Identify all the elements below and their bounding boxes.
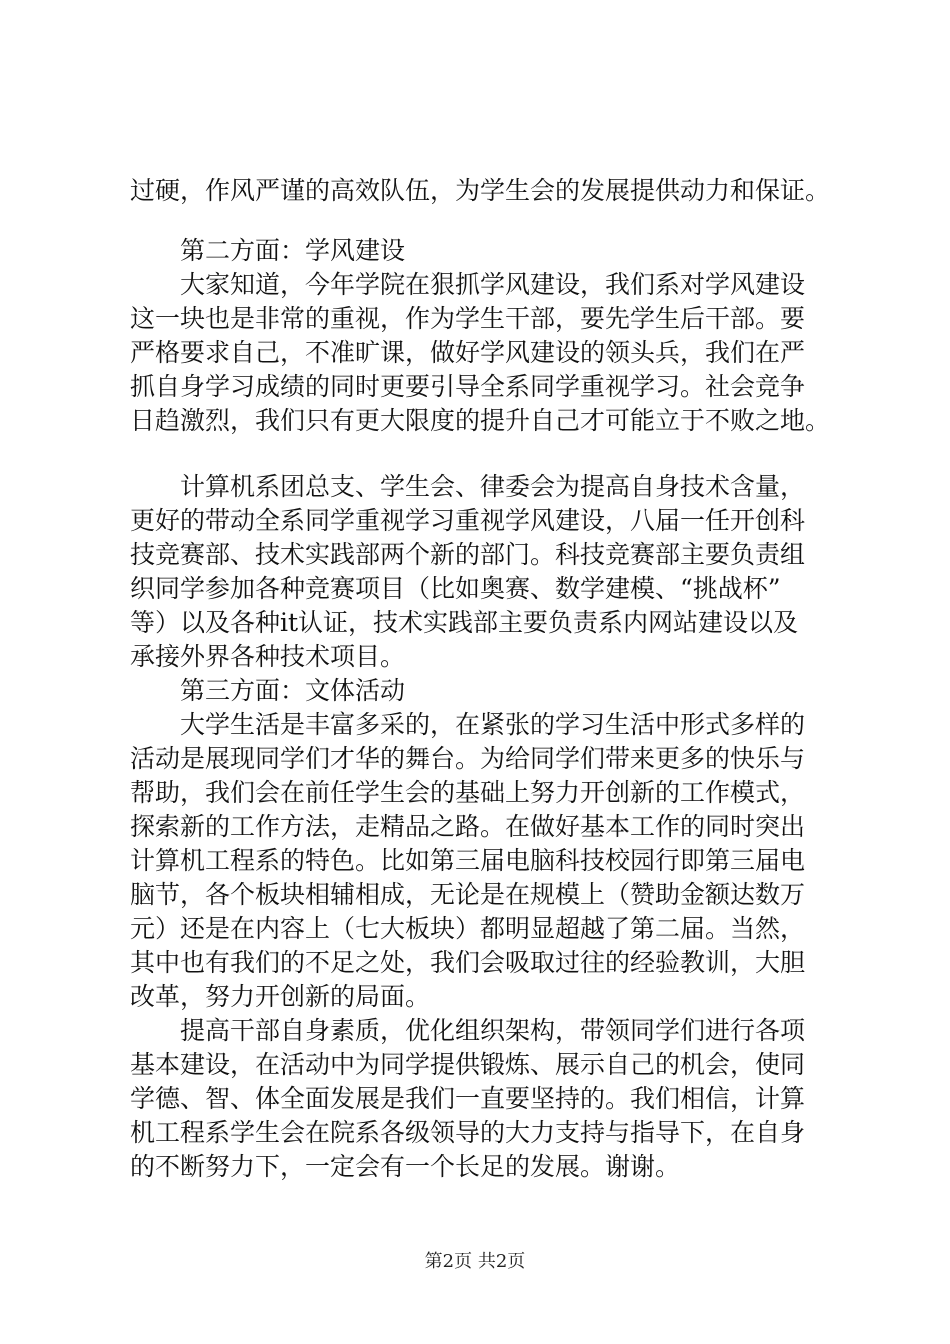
- text-line: 等）以及各种it认证，技术实践部主要负责系内网站建设以及: [130, 608, 799, 637]
- text-line: 探索新的工作方法，走精品之路。在做好基本工作的同时突出: [130, 812, 806, 841]
- text-line: 过硬，作风严谨的高效队伍，为学生会的发展提供动力和保证。: [130, 176, 831, 205]
- text-line: 承接外界各种技术项目。: [130, 642, 406, 671]
- text-line: 日趋激烈，我们只有更大限度的提升自己才可能立于不败之地。: [130, 406, 831, 435]
- text-line: 脑节，各个板块相辅相成，无论是在规模上（赞助金额达数万: [130, 880, 806, 909]
- text-line: 大学生活是丰富多采的，在紧张的学习生活中形式多样的: [180, 710, 806, 739]
- text-line: 这一块也是非常的重视，作为学生干部，要先学生后干部。要: [130, 304, 806, 333]
- text-line: 计算机工程系的特色。比如第三届电脑科技校园行即第三届电: [130, 846, 806, 875]
- section-heading: 第三方面：文体活动: [180, 676, 406, 705]
- section-heading: 第二方面：学风建设: [180, 236, 406, 265]
- text-line: 改革，努力开创新的局面。: [130, 982, 431, 1011]
- text-line: 技竞赛部、技术实践部两个新的部门。科技竞赛部主要负责组: [130, 540, 806, 569]
- text-line: 的不断努力下，一定会有一个长足的发展。谢谢。: [130, 1152, 681, 1181]
- text-line: 提高干部自身素质，优化组织架构，带领同学们进行各项: [180, 1016, 806, 1045]
- text-line: 严格要求自己，不准旷课，做好学风建设的领头兵，我们在严: [130, 338, 806, 367]
- text-line: 学德、智、体全面发展是我们一直要坚持的。我们相信，计算: [130, 1084, 806, 1113]
- page-number-footer: 第2页 共2页: [424, 1251, 526, 1272]
- text-line: 帮助，我们会在前任学生会的基础上努力开创新的工作模式，: [130, 778, 806, 807]
- text-line: 其中也有我们的不足之处，我们会吸取过往的经验教训，大胆: [130, 948, 806, 977]
- text-line: 基本建设，在活动中为同学提供锻炼、展示自己的机会，使同: [130, 1050, 806, 1079]
- text-line: 织同学参加各种竞赛项目（比如奥赛、数学建模、“挑战杯”: [130, 574, 781, 603]
- text-line: 抓自身学习成绩的同时更要引导全系同学重视学习。社会竞争: [130, 372, 806, 401]
- text-line: 更好的带动全系同学重视学习重视学风建设，八届一任开创科: [130, 506, 806, 535]
- text-line: 活动是展现同学们才华的舞台。为给同学们带来更多的快乐与: [130, 744, 806, 773]
- text-line: 机工程系学生会在院系各级领导的大力支持与指导下，在自身: [130, 1118, 806, 1147]
- text-line: 元）还是在内容上（七大板块）都明显超越了第二届。当然，: [130, 914, 806, 943]
- text-line: 计算机系团总支、学生会、律委会为提高自身技术含量，: [180, 472, 806, 501]
- text-line: 大家知道，今年学院在狠抓学风建设，我们系对学风建设: [180, 270, 806, 299]
